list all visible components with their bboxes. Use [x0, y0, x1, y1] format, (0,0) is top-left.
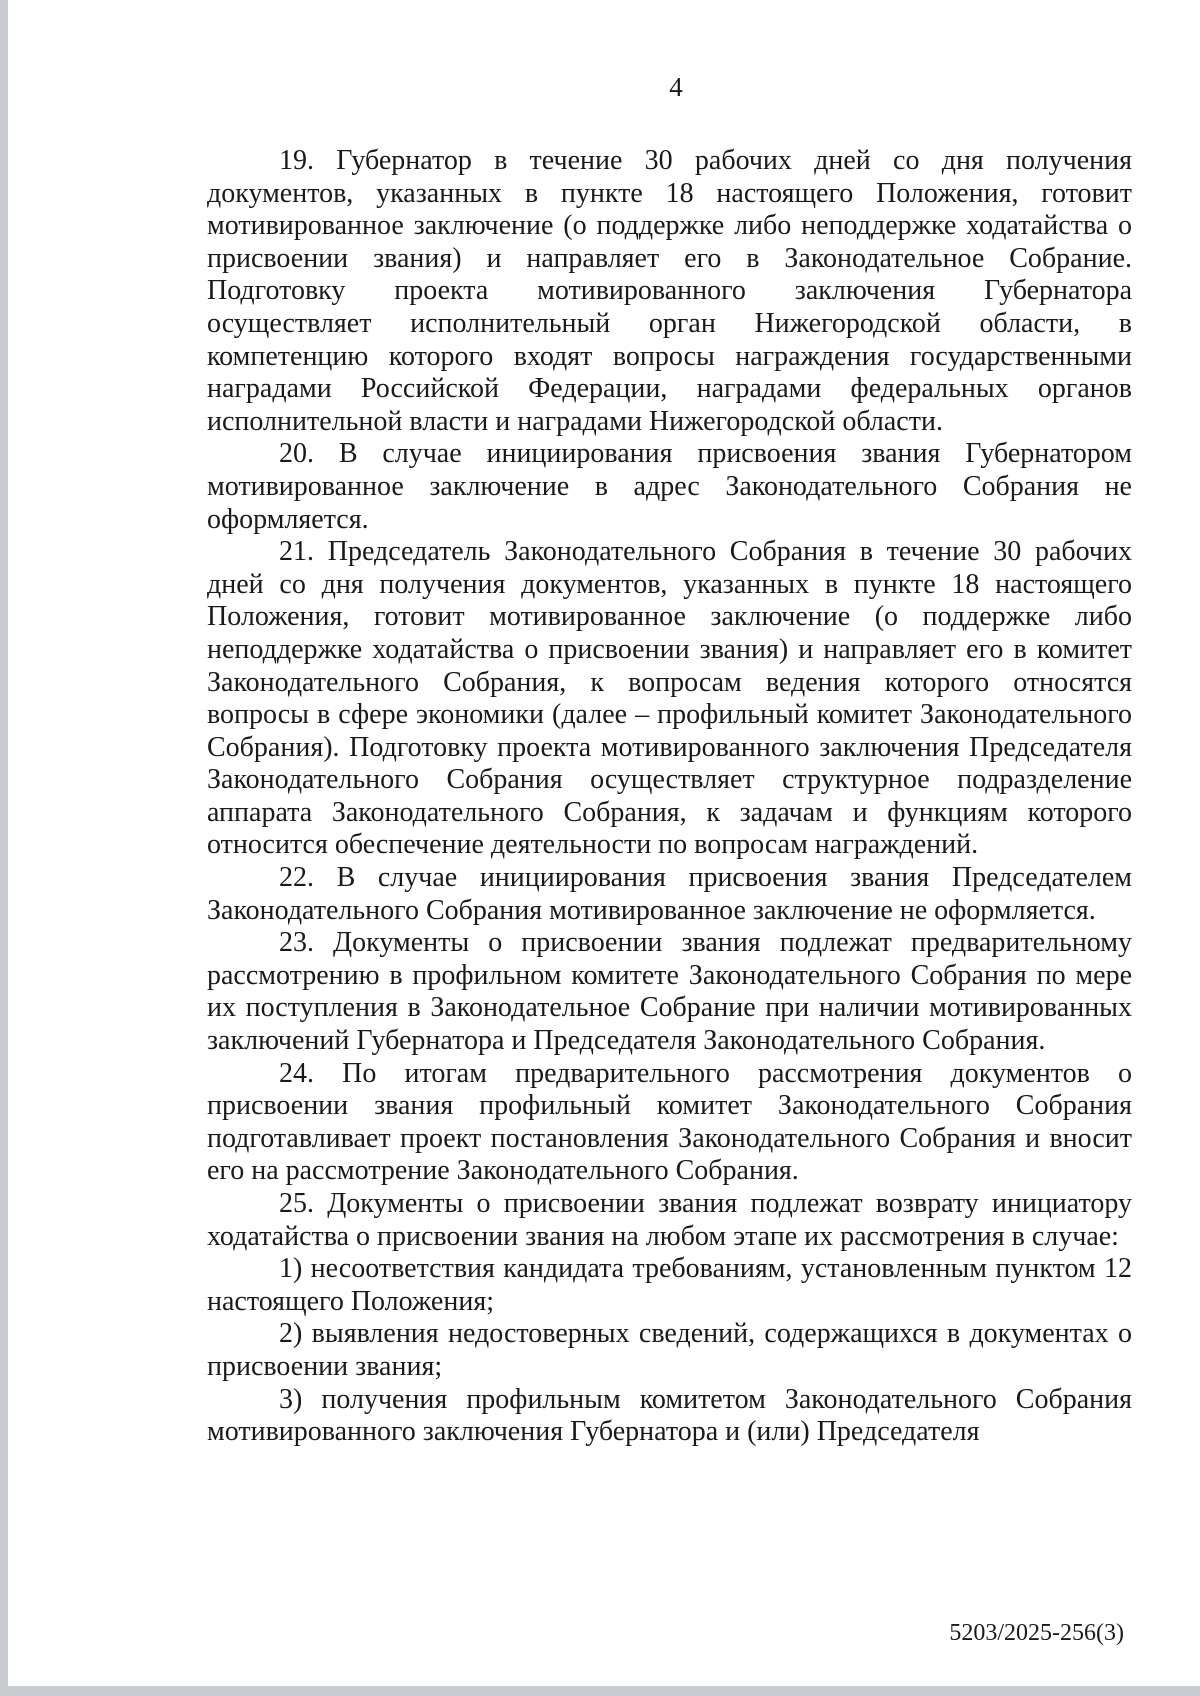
page-number: 4 [669, 72, 683, 102]
scan-bottom-edge [0, 1686, 1200, 1696]
paragraph-22: 22. В случае инициирования присвоения звания Председателем Законодательного Собрания мотивированное заключение не оформляется. [207, 862, 1132, 926]
document-body [207, 145, 1132, 1449]
list-item-2: 2) выявления недостоверных сведений, содержащихся в документах о присвоении звания; [207, 1318, 1132, 1382]
list-item-1: 1) несоответствия кандидата требованиям, установленным пунктом 12 настоящего Положения; [207, 1253, 1132, 1317]
paragraph-20: 20. В случае инициирования присвоения звания Губернатором мотивированное заключение в адрес Законодательного Собрания не оформляется. [207, 438, 1132, 535]
paragraph-19: 19. Губернатор в течение 30 рабочих дней со дня получения документов, указанных в пункте 18 настоящего Положения, готовит мотивированное заключение (о поддержке либо неподдержке ходатайства о присвоении звания) и направляет его в Законодательное Собрание. Подготовку проекта мотивированного заключения Губернатора осуществляет исполнительный орган Нижегородской области, в компетенцию которого входят вопросы награждения государственными наградами Российской Федерации, наградами федеральных органов исполнительной власти и наградами Нижегородской области. [207, 145, 1132, 437]
paragraph-23: 23. Документы о присвоении звания подлежат предварительному рассмотрению в профильном комитете Законодательного Собрания по мере их поступления в Законодательное Собрание при наличии мотивированных заключений Губернатора и Председателя Законодательного Собрания. [207, 927, 1132, 1057]
paragraph-24: 24. По итогам предварительного рассмотрения документов о присвоении звания профильный комитет Законодательного Собрания подготавливает проект постановления Законодательного Собрания и вносит его на рассмотрение Законодательного Собрания. [207, 1057, 1132, 1187]
scan-left-edge [0, 0, 8, 1696]
list-item-3: 3) получения профильным комитетом Законодательного Собрания мотивированного заключения Губернатора и (или) Председателя [207, 1383, 1132, 1448]
paragraph-21: 21. Председатель Законодательного Собрания в течение 30 рабочих дней со дня получения документов, указанных в пункте 18 настоящего Положения, готовит мотивированное заключение (о поддержке либо неподдержке ходатайства о присвоении звания) и направляет его в комитет Законодательного Собрания, к вопросам ведения которого относятся вопросы в сфере экономики (далее – профильный комитет Законодательного Собрания). Подготовку проекта мотивированного заключения Председателя Законодательного Собрания осуществляет структурное подразделение аппарата Законодательного Собрания, к задачам и функциям которого относится обеспечение деятельности по вопросам награждений. [207, 536, 1132, 861]
document-page [8, 0, 1200, 1686]
document-code: 5203/2025-256(3) [949, 1620, 1124, 1646]
paragraph-25: 25. Документы о присвоении звания подлежат возврату инициатору ходатайства о присвоении звания на любом этапе их рассмотрения в случае: [207, 1188, 1132, 1252]
